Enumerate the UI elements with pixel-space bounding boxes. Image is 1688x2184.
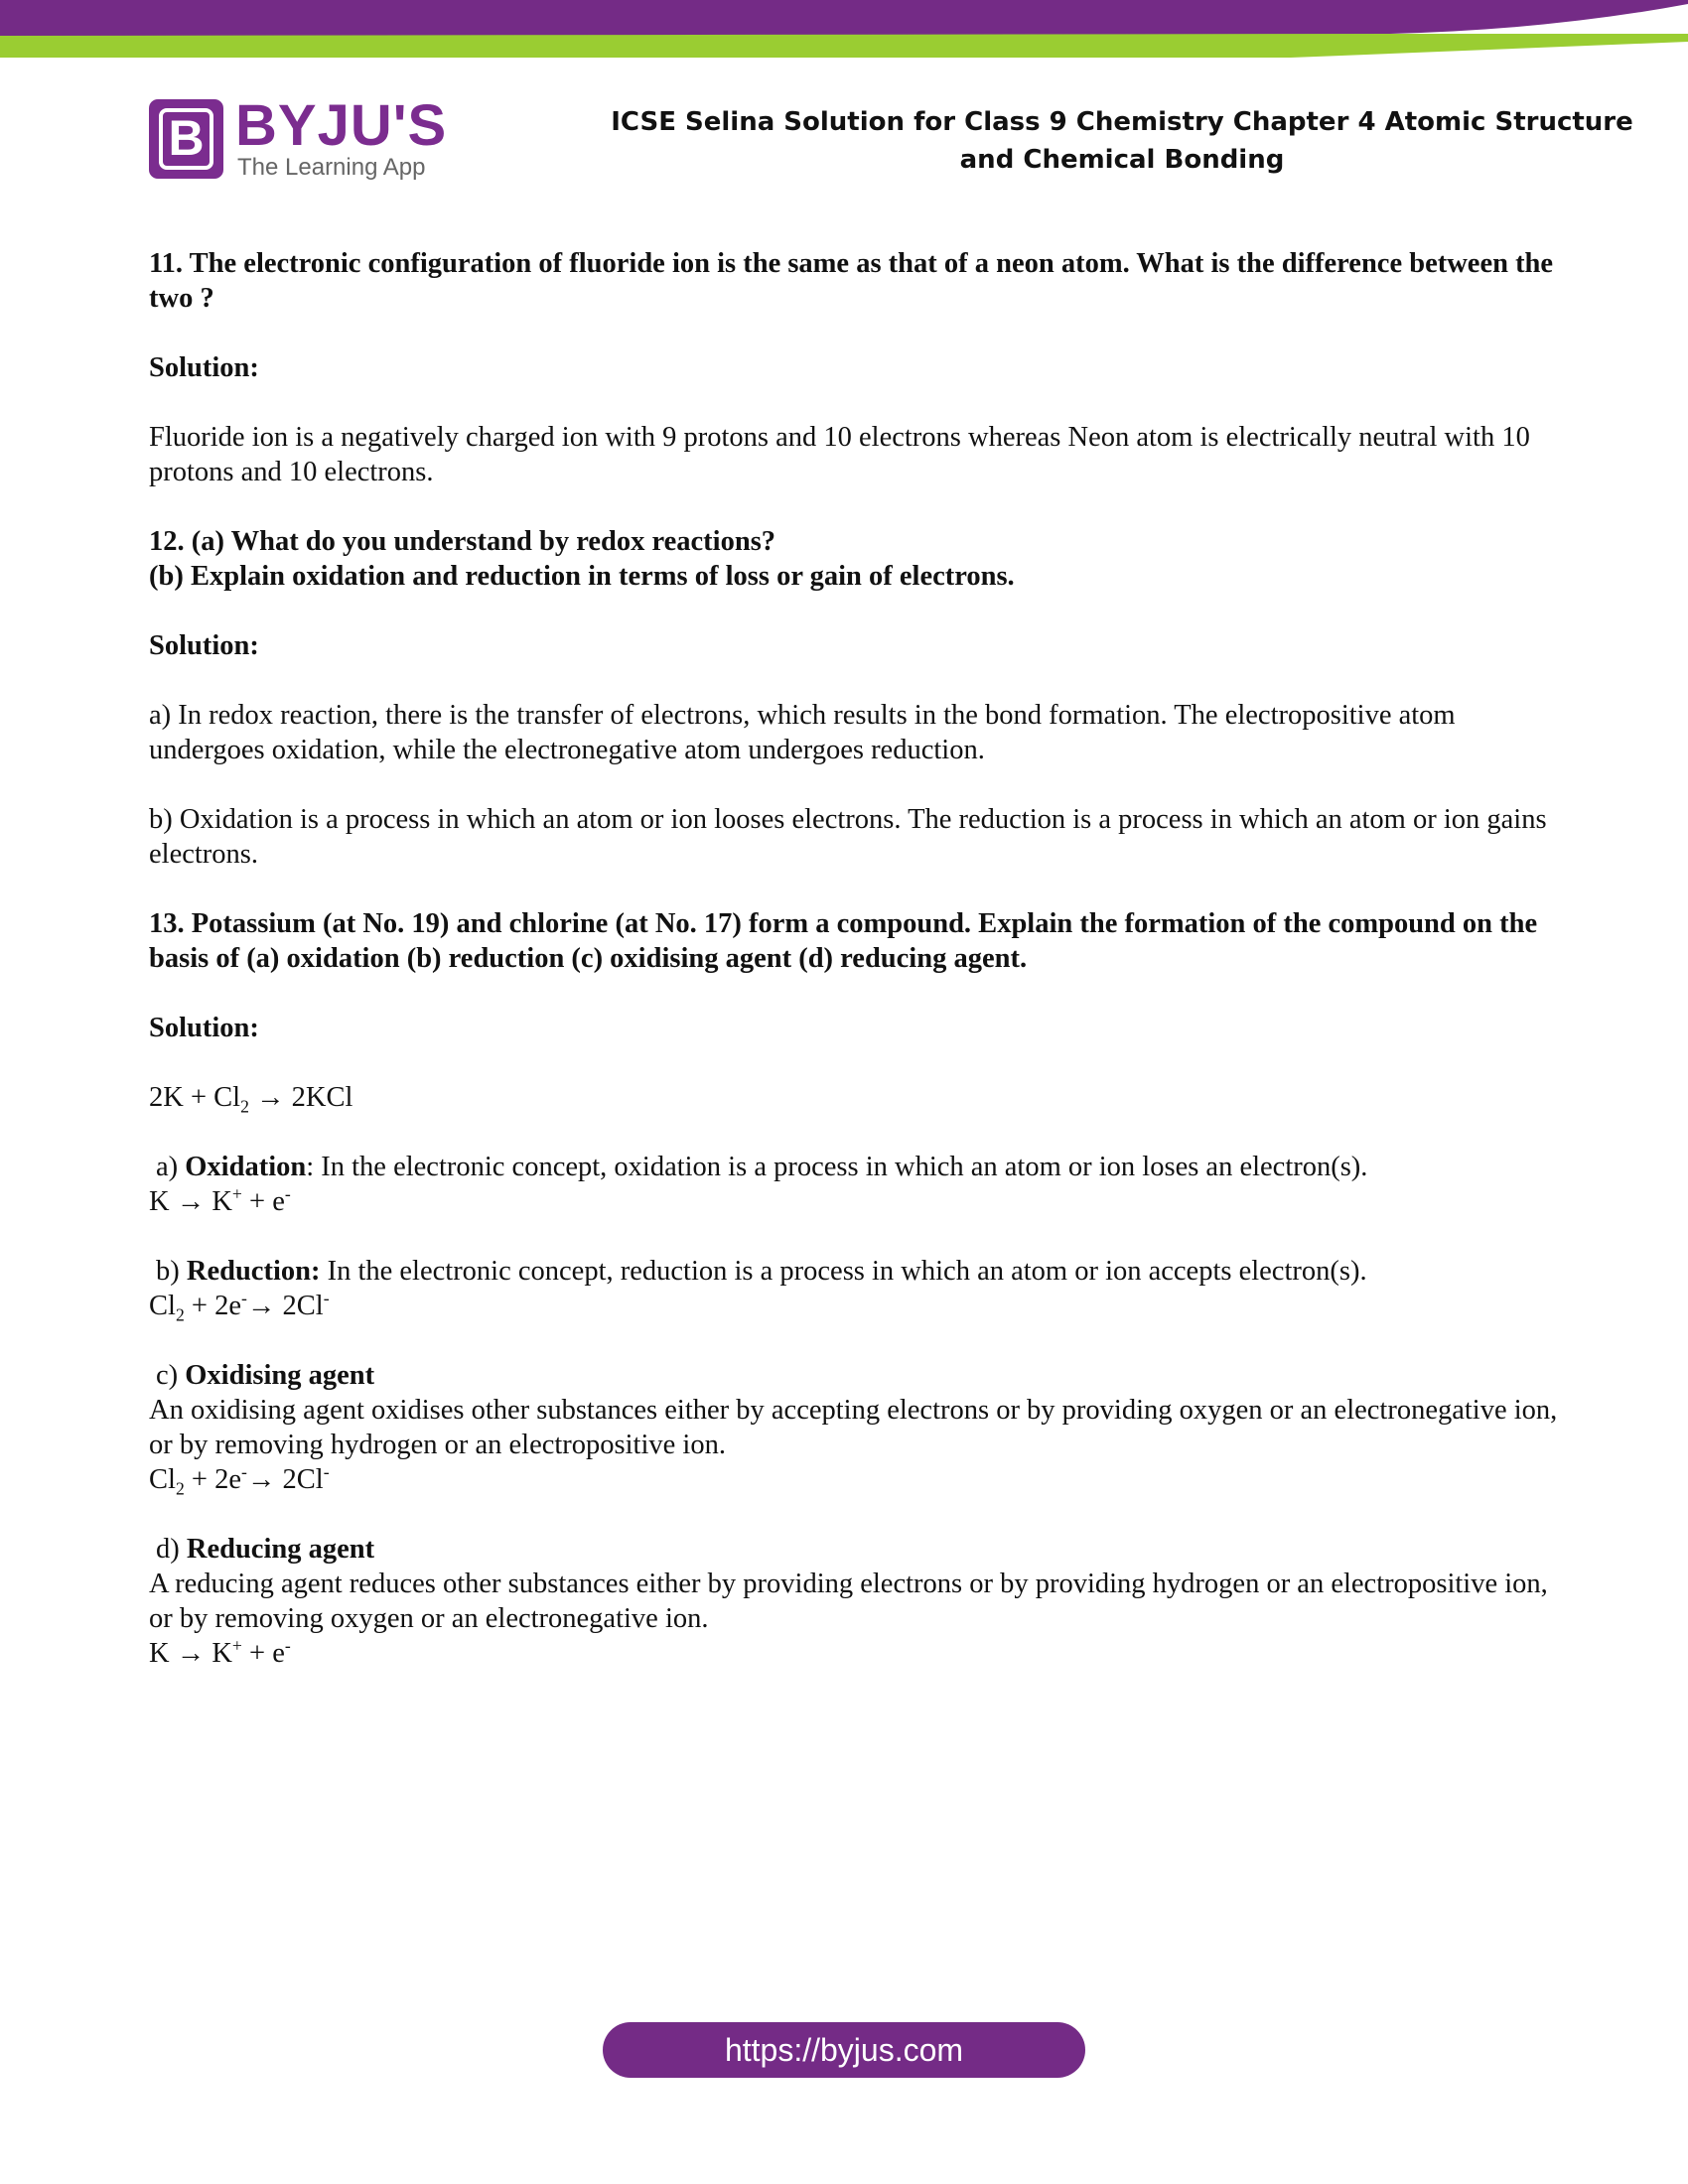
- question-13: 13. Potassium (at No. 19) and chlorine (at No. 17) form a compound. Explain the formation of the compound on the basis of (a) oxidation (b) reduction (c) oxidising agent (d) reducing agent.: [149, 908, 1538, 974]
- brand-tagline: The Learning App: [237, 154, 426, 181]
- logo-mark: [149, 99, 223, 179]
- solution-12a-text: a) In redox reaction, there is the transfer of electrons, which results in the bond formation. The electropositive atom undergoes oxidation, while the electronegative atom undergoes reduction.: [149, 700, 1456, 765]
- banner-green-stripe: [0, 34, 1688, 58]
- equation-main: $2K + Cl_2 \to 2KCl$: [149, 1082, 353, 1117]
- solution-label-12: Solution:: [149, 630, 259, 661]
- document-title: ICSE Selina Solution for Class 9 Chemistry Chapter 4 Atomic Structure and Chemical Bonding: [611, 107, 1633, 175]
- equation-oxidation: K → K+ + e-: [149, 1183, 291, 1217]
- part-a-oxidation: a) Oxidation: In the electronic concept, oxidation is a process in which an atom or ion loses an electron(s). K → K+ + e-: [149, 1152, 1368, 1217]
- footer-url-link[interactable]: https://byjus.com: [603, 2022, 1085, 2078]
- top-banner: [0, 0, 1688, 60]
- logo-letter: B: [159, 108, 213, 170]
- oxidising-agent-term: Oxidising agent: [185, 1360, 375, 1391]
- brand-name: BYJU'S: [235, 93, 448, 158]
- part-d-reducing-agent: d) Reducing agent A reducing agent reduces other substances either by providing electrons or by providing hydrogen or an electropositive ion, or by removing oxygen or an electronegative ion. K → K+ + e-: [149, 1534, 1548, 1669]
- banner-purple-band: [0, 0, 1688, 36]
- part-c-oxidising-agent: c) Oxidising agent An oxidising agent oxidises other substances either by accepting electrons or by providing oxygen or an electronegative ion, or by removing hydrogen or an electropositive ion. $Cl_2 + 2e^-\to 2Cl^-$: [149, 1360, 1558, 1499]
- document-body: [149, 246, 1559, 1706]
- solution-12b-text: b) Oxidation is a process in which an atom or ion looses electrons. The reduction is a process in which an atom or ion gains electrons.: [149, 804, 1547, 870]
- equation-reduction: $Cl_2 + 2e^-\to 2Cl^-$: [149, 1288, 330, 1325]
- solution-11-text: Fluoride ion is a negatively charged ion with 9 protons and 10 electrons whereas Neon atom is electrically neutral with 10 protons and 10 electrons.: [149, 422, 1530, 487]
- question-12: [149, 524, 1559, 594]
- byjus-logo[interactable]: [149, 93, 448, 181]
- equation-reducing-agent: K → K+ + e-: [149, 1635, 291, 1669]
- reduction-term: Reduction:: [186, 1256, 321, 1287]
- equation-oxidising-agent: $Cl_2 + 2e^-\to 2Cl^-$: [149, 1461, 330, 1499]
- part-b-reduction: b) Reduction: In the electronic concept, reduction is a process in which an atom or ion accepts electron(s). $Cl_2 + 2e^-\to 2Cl^-$: [149, 1256, 1367, 1325]
- reducing-agent-term: Reducing agent: [186, 1534, 375, 1565]
- question-12a: 12. (a) What do you understand by redox reactions?: [149, 526, 776, 557]
- question-11: 11. The electronic configuration of fluoride ion is the same as that of a neon atom. What is the difference between the two ?: [149, 248, 1554, 314]
- oxidation-term: Oxidation: [185, 1152, 307, 1182]
- solution-label-11: Solution:: [149, 352, 259, 383]
- solution-label-13: Solution:: [149, 1013, 259, 1043]
- question-12b: (b) Explain oxidation and reduction in terms of loss or gain of electrons.: [149, 561, 1015, 592]
